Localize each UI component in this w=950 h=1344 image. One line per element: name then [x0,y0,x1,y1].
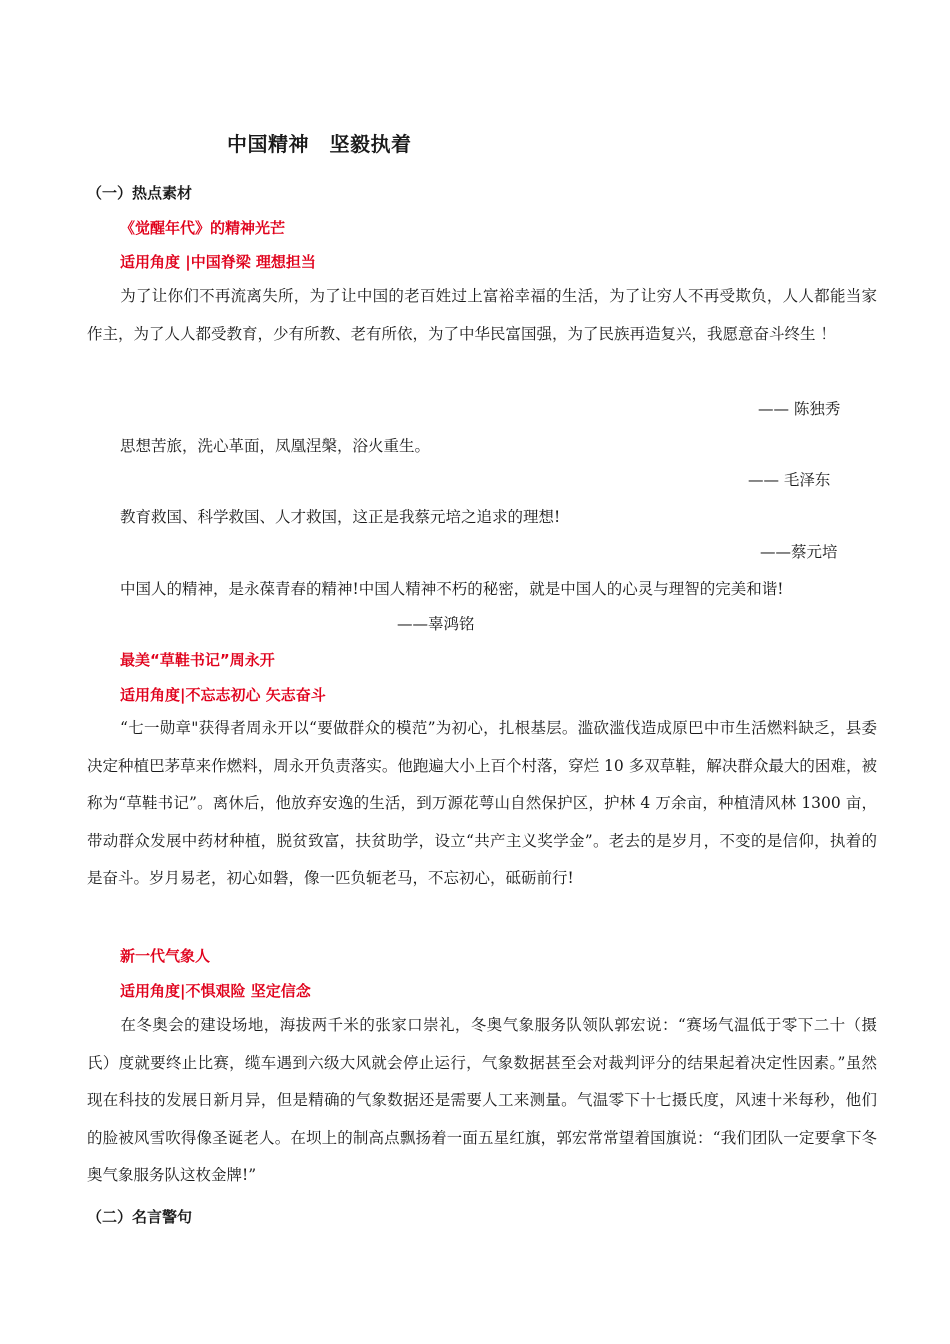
page-title: 中国精神 坚毅执着 [227,132,412,156]
quote-line: 教育救国、科学救国、人才救国，这正是我蔡元培之追求的理想! [120,508,561,526]
quote-attribution: —— 陈独秀 [758,400,841,418]
topic-angle: 适用角度|不忘志初心 矢志奋斗 [120,686,326,704]
quote-attribution: —— 毛泽东 [748,471,831,489]
quote-attribution: ——辜鸿铭 [397,615,475,633]
section-heading-hot-material: （一）热点素材 [87,184,193,202]
quote-attribution: ——蔡元培 [760,543,838,561]
quote-line: 中国人的精神，是永葆青春的精神!中国人精神不朽的秘密，就是中国人的心灵与理智的完美和谐! [120,580,784,598]
topic-heading: 《觉醒年代》的精神光芒 [120,219,286,237]
quote-paragraph: 为了让你们不再流离失所，为了让中国的老百姓过上富裕幸福的生活，为了让穷人不再受欺负，人人都能当家作主，为了人人都受教育，少有所教、老有所依，为了中华民富国强，为了民族再造复兴，我愿意奋斗终生 ！ [87,287,877,343]
topic-angle: 适用角度|不惧艰险 坚定信念 [120,982,311,1000]
story-paragraph: “七一勋章"获得者周永开以“要做群众的模范”为初心，扎根基层。滥砍滥伐造成原巴中市生活燃料缺乏，县委决定种植巴茅草来作燃料，周永开负责落实。他跑遍大小上百个村落，穿烂 10 多双草鞋，解决群众最大的困难，被称为“草鞋书记”。离休后，他放弃安逸的生活，到万源花萼山自然保护区，护林 4 万余亩，种植清风林 1300 亩，带动群众发展中药材种植，脱贫致富，扶贫助学，设立“共产主义奖学金”。老去的是岁月，不变的是信仰，执着的是奋斗。岁月易老，初心如磐，像一匹负轭老马，不忘初心，砥砺前行! [87,719,877,887]
topic-heading: 新一代气象人 [120,947,211,965]
topic-angle: 适用角度 |中国脊梁 理想担当 [120,253,316,271]
story-paragraph: 在冬奥会的建设场地，海拔两千米的张家口崇礼，冬奥气象服务队领队郭宏说：“赛场气温低于零下二十（摄氏）度就要终止比赛，缆车遇到六级大风就会停止运行，气象数据甚至会对裁判评分的结果起着决定性因素。”虽然现在科技的发展日新月异，但是精确的气象数据还是需要人工来测量。气温零下十七摄氏度，风速十米每秒，他们的脸被风雪吹得像圣诞老人。在坝上的制高点飘扬着一面五星红旗，郭宏常常望着国旗说：“我们团队一定要拿下冬奥气象服务队这枚金牌!” [87,1016,877,1184]
section-heading-quotes: （二）名言警句 [87,1208,193,1226]
topic-heading: 最美“草鞋书记”周永开 [120,651,275,669]
quote-line: 思想苦旅，洗心革面，凤凰涅槃，浴火重生。 [120,437,431,455]
